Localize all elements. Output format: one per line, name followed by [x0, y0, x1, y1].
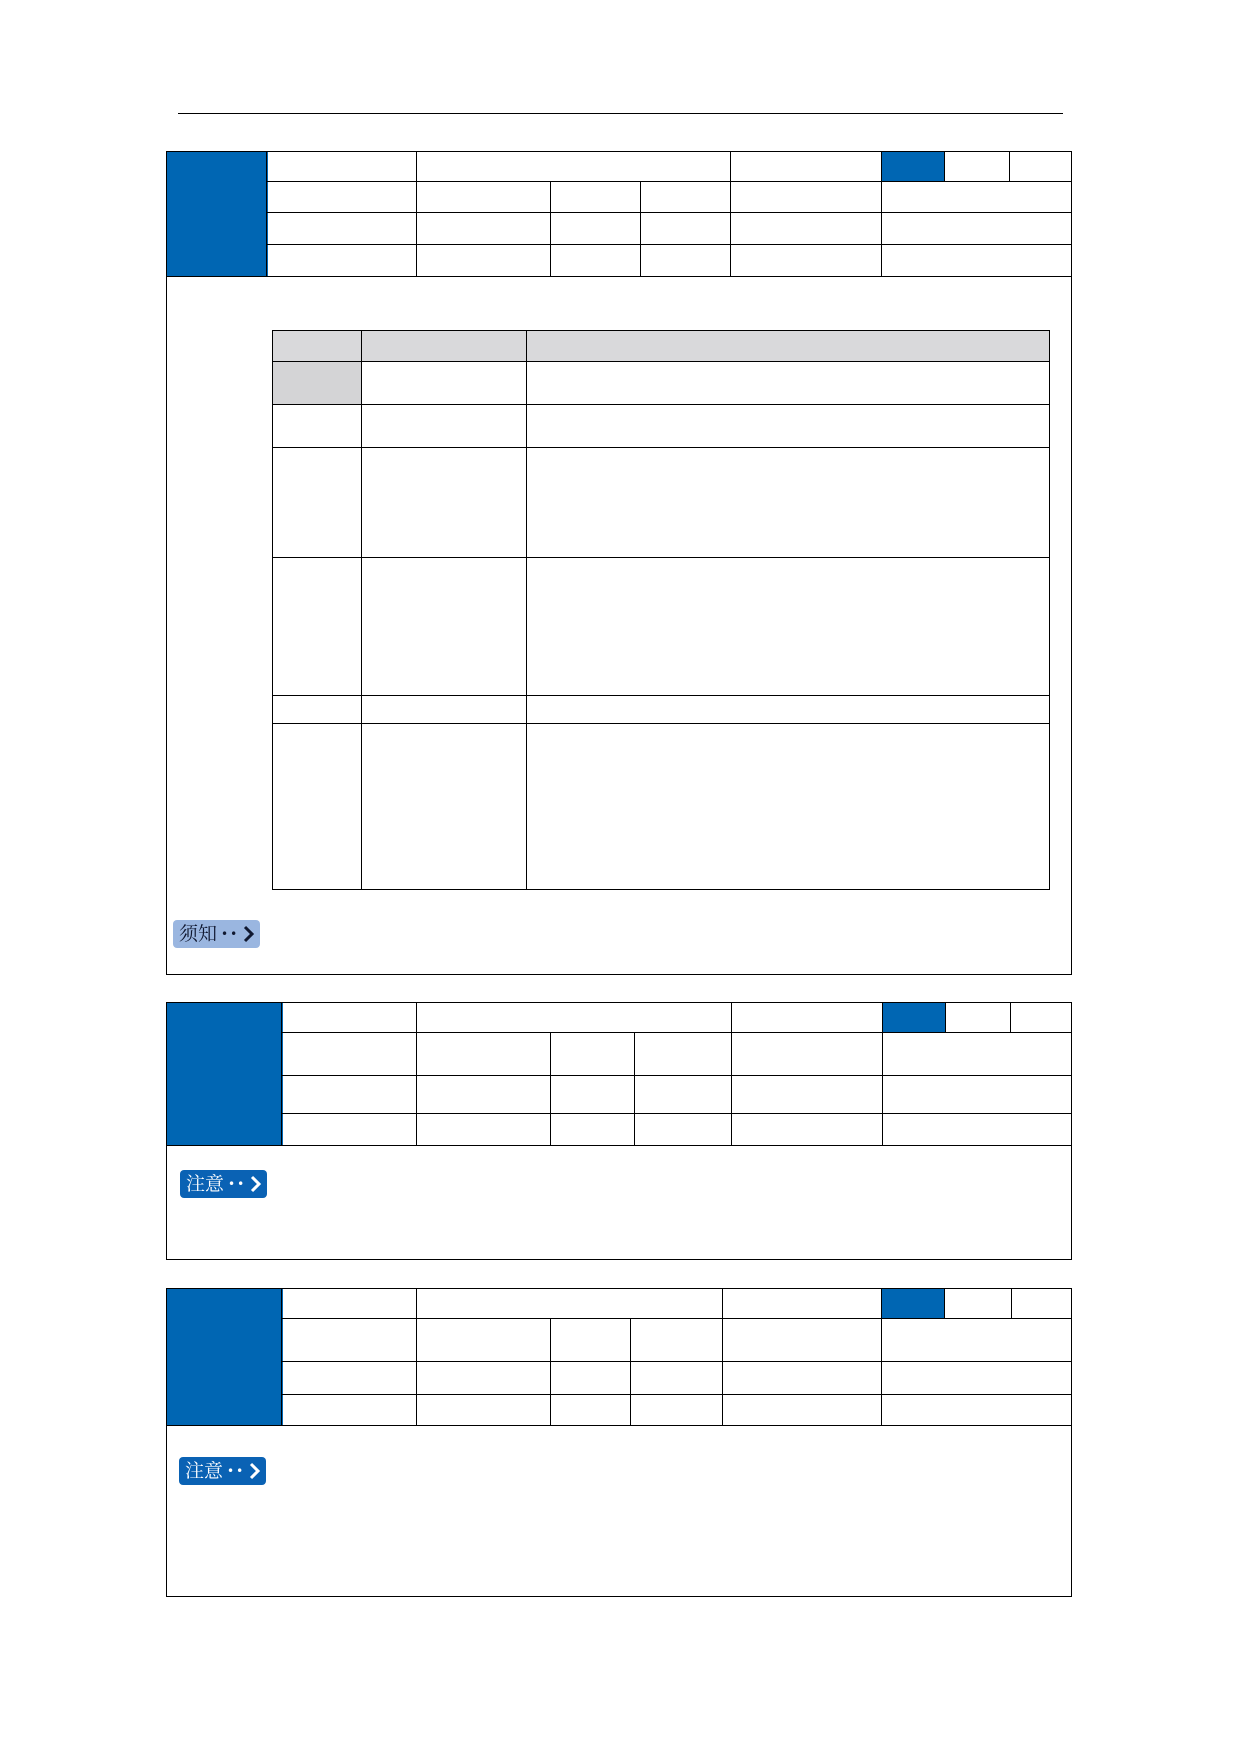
grid-cell — [551, 1113, 635, 1145]
grid-cell — [551, 181, 641, 212]
grid-cell — [417, 1075, 551, 1113]
table-header-cell — [527, 331, 1050, 362]
grid-cell — [731, 1032, 882, 1075]
grid-cell — [551, 1394, 631, 1425]
caution-badge — [180, 1170, 267, 1198]
card-divider — [167, 276, 1071, 277]
caution-label: 注意 — [185, 1459, 224, 1482]
grid-cell — [722, 1394, 881, 1425]
grid-cell — [267, 244, 417, 276]
table-cell — [273, 362, 362, 405]
grid-cell — [551, 1075, 635, 1113]
chevron-right-icon — [243, 925, 255, 943]
parameter-card-1 — [166, 151, 1072, 975]
grid-cell — [881, 1361, 1071, 1394]
badge-dots: •• — [227, 1464, 246, 1478]
grid-cell — [551, 212, 641, 244]
grid-cell — [282, 1394, 417, 1425]
table-row — [273, 724, 1050, 890]
grid-cell — [267, 212, 417, 244]
grid-cell — [730, 152, 881, 181]
table-row — [273, 558, 1050, 696]
grid-cell — [1011, 1289, 1071, 1318]
table-header-cell — [273, 331, 362, 362]
table-cell — [273, 448, 362, 558]
grid-cell — [641, 181, 730, 212]
grid-cell — [730, 181, 881, 212]
grid-cell — [641, 244, 730, 276]
must-know-badge — [173, 920, 260, 948]
grid-cell — [881, 212, 1071, 244]
card-side-block — [167, 1289, 283, 1425]
grid-cell — [944, 1289, 1011, 1318]
table-cell — [273, 558, 362, 696]
table-row — [273, 405, 1050, 448]
grid-cell — [730, 244, 881, 276]
card-header-grid — [266, 152, 1071, 277]
grid-cell — [417, 1289, 722, 1318]
page-header-rule — [178, 113, 1063, 114]
table-cell — [527, 558, 1050, 696]
chevron-right-icon — [250, 1175, 262, 1193]
grid-cell — [635, 1075, 731, 1113]
grid-cell — [282, 1361, 417, 1394]
grid-cell — [1009, 152, 1071, 181]
grid-cell — [417, 1032, 551, 1075]
must-know-label: 须知 — [179, 922, 218, 945]
grid-cell — [282, 1289, 417, 1318]
grid-cell — [730, 212, 881, 244]
table-header-cell — [362, 331, 527, 362]
grid-cell — [417, 1361, 551, 1394]
grid-cell — [631, 1318, 722, 1361]
parameter-card-2 — [166, 1002, 1072, 1260]
grid-cell — [731, 1075, 882, 1113]
parameter-card-3 — [166, 1288, 1072, 1597]
table-cell — [527, 724, 1050, 890]
table-cell — [362, 405, 527, 448]
grid-cell — [551, 244, 641, 276]
card-divider — [167, 1425, 1071, 1426]
grid-cell — [635, 1113, 731, 1145]
table-cell — [362, 724, 527, 890]
table-cell — [527, 696, 1050, 724]
grid-cell — [417, 1113, 551, 1145]
grid-cell-highlight — [882, 1003, 945, 1032]
table-cell — [527, 362, 1050, 405]
table-cell — [273, 405, 362, 448]
grid-cell — [551, 1361, 631, 1394]
card-side-block — [167, 1003, 283, 1145]
grid-cell — [722, 1318, 881, 1361]
grid-cell — [282, 1003, 417, 1032]
grid-cell — [417, 1394, 551, 1425]
grid-cell — [417, 181, 551, 212]
badge-dots: •• — [221, 927, 240, 941]
grid-cell — [282, 1075, 417, 1113]
grid-cell — [731, 1113, 882, 1145]
card-divider — [167, 1145, 1071, 1146]
grid-cell — [635, 1032, 731, 1075]
card-header-grid — [281, 1003, 1071, 1146]
grid-cell — [944, 152, 1009, 181]
grid-cell — [1010, 1003, 1071, 1032]
table-cell — [362, 448, 527, 558]
grid-cell — [881, 244, 1071, 276]
grid-cell — [882, 1075, 1071, 1113]
grid-cell — [282, 1113, 417, 1145]
card-header-grid — [281, 1289, 1071, 1426]
caution-label: 注意 — [186, 1172, 225, 1195]
grid-cell — [417, 152, 730, 181]
grid-cell — [417, 1318, 551, 1361]
grid-cell — [267, 181, 417, 212]
grid-cell — [945, 1003, 1010, 1032]
grid-cell — [722, 1361, 881, 1394]
grid-cell — [631, 1361, 722, 1394]
chevron-right-icon — [249, 1462, 261, 1480]
grid-cell — [731, 1003, 882, 1032]
grid-cell — [282, 1032, 417, 1075]
table-row — [273, 448, 1050, 558]
grid-cell — [881, 181, 1071, 212]
table-cell — [527, 448, 1050, 558]
table-cell — [527, 405, 1050, 448]
table-cell — [362, 696, 527, 724]
table-row — [273, 696, 1050, 724]
grid-cell — [631, 1394, 722, 1425]
grid-cell — [267, 152, 417, 181]
grid-cell — [882, 1032, 1071, 1075]
table-cell — [273, 724, 362, 890]
grid-cell — [641, 212, 730, 244]
table-cell — [273, 696, 362, 724]
grid-cell — [417, 1003, 731, 1032]
table-cell — [362, 362, 527, 405]
grid-cell — [881, 1394, 1071, 1425]
grid-cell — [551, 1318, 631, 1361]
grid-cell — [882, 1113, 1071, 1145]
grid-cell — [881, 1318, 1071, 1361]
grid-cell — [417, 212, 551, 244]
grid-cell — [551, 1032, 635, 1075]
badge-dots: •• — [228, 1177, 247, 1191]
card-side-block — [167, 152, 268, 276]
parameter-detail-table — [272, 330, 1050, 890]
grid-cell — [417, 244, 551, 276]
grid-cell — [722, 1289, 881, 1318]
grid-cell-highlight — [881, 1289, 944, 1318]
table-cell — [362, 558, 527, 696]
caution-badge — [179, 1457, 266, 1485]
grid-cell — [282, 1318, 417, 1361]
grid-cell-highlight — [881, 152, 944, 181]
